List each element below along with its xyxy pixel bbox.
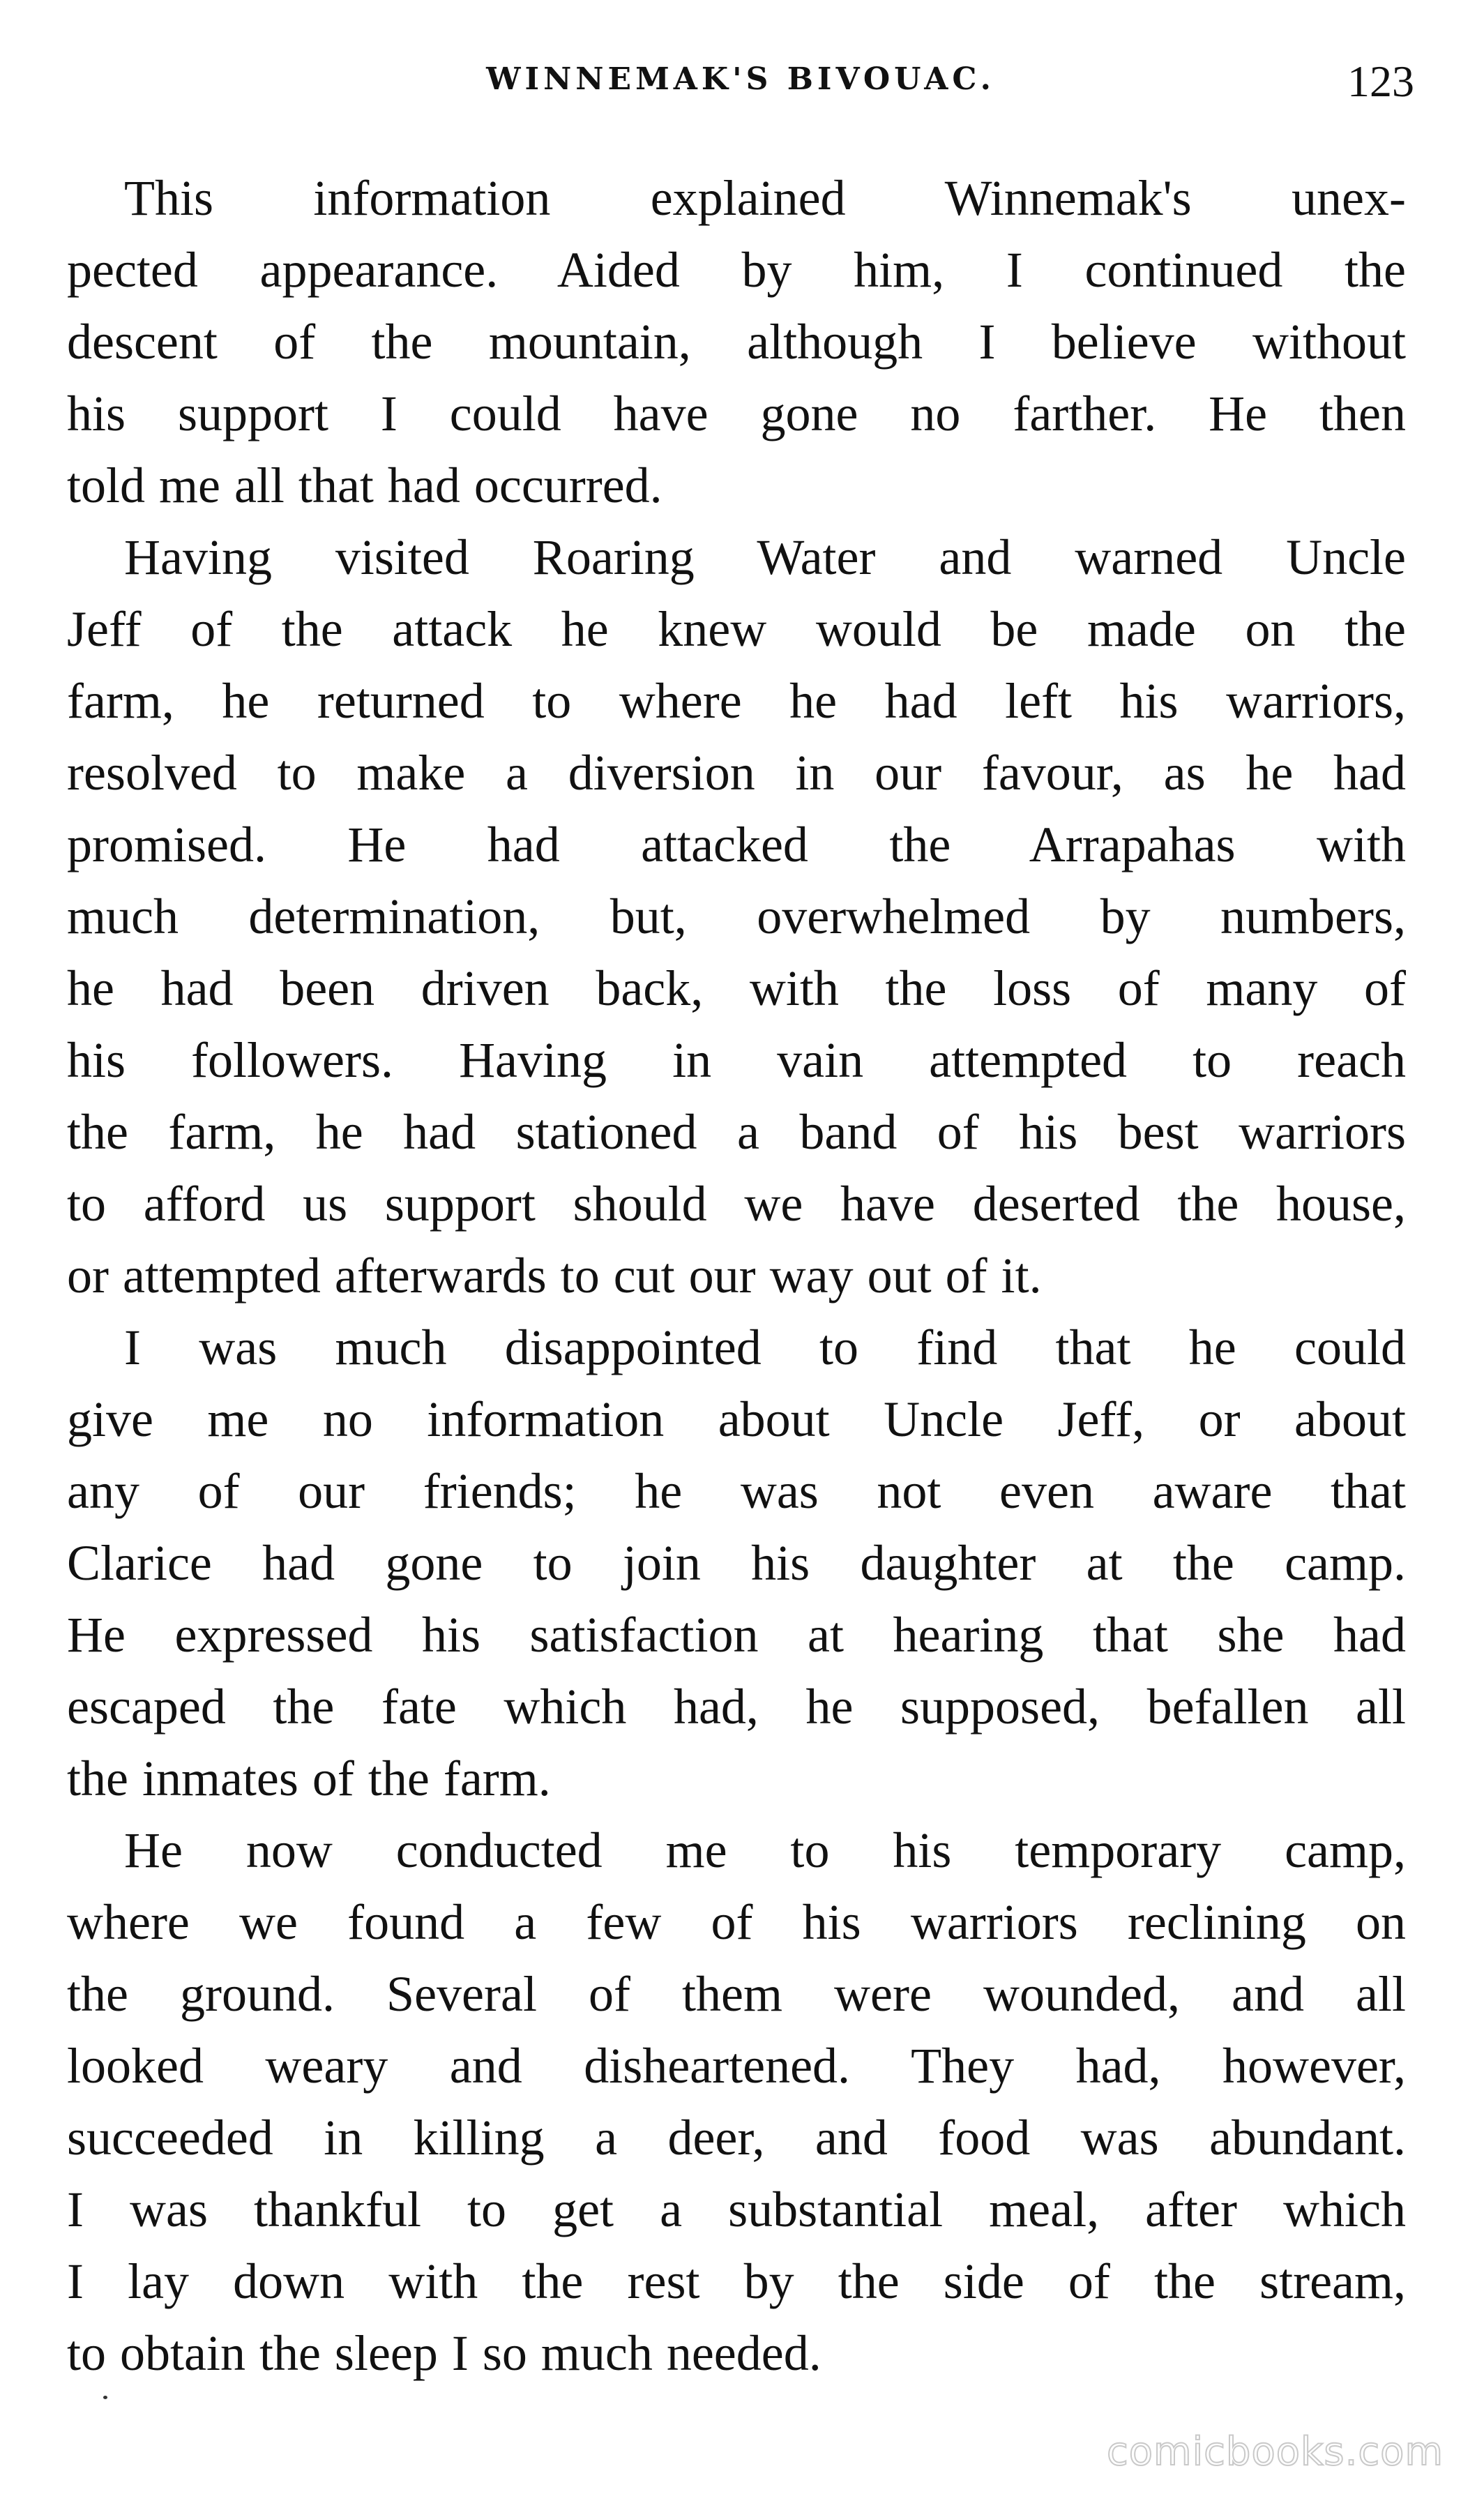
text-line: the farm, he had stationed a band of his best warriors (67, 1104, 1406, 1160)
text-line: resolved to make a diversion in our favour, as he had (67, 745, 1406, 801)
watermark: comicbooks.com (1106, 2429, 1444, 2474)
text-line: the inmates of the farm. (67, 1751, 551, 1806)
text-line: to afford us support should we have deserted the house, (67, 1176, 1406, 1232)
text-line: escaped the fate which had, he supposed, befallen all (67, 1679, 1406, 1735)
text-line: where we found a few of his warriors reclining on (67, 1894, 1406, 1950)
text-line: descent of the mountain, although I believe without (67, 314, 1406, 370)
text-line: the ground. Several of them were wounded, and all (67, 1966, 1406, 2022)
paragraph-4 (67, 1815, 1406, 2389)
page-number: 123 (1347, 56, 1414, 106)
text-line: I was thankful to get a substantial meal, after which (67, 2182, 1406, 2237)
text-line: he had been driven back, with the loss of many of (67, 960, 1406, 1016)
text-line: I lay down with the rest by the side of the stream, (67, 2253, 1406, 2309)
print-speck (103, 2396, 107, 2399)
paragraph-3 (67, 1312, 1406, 1815)
running-title: WINNEMAK'S BIVOUAC. (486, 61, 995, 97)
body-text (67, 163, 1406, 2389)
text-line: I was much disappointed to find that he could (124, 1320, 1406, 1375)
text-line: Clarice had gone to join his daughter at the camp. (67, 1535, 1406, 1591)
text-line: He expressed his satisfaction at hearing that she had (67, 1607, 1406, 1663)
text-line: promised. He had attacked the Arrapahas with (67, 817, 1406, 872)
paragraph-2 (67, 522, 1406, 1312)
text-line: succeeded in killing a deer, and food was abundant. (67, 2110, 1406, 2166)
text-line: told me all that had occurred. (67, 458, 662, 513)
text-line: or attempted afterwards to cut our way out of it. (67, 1248, 1042, 1304)
text-line: his followers. Having in vain attempted to reach (67, 1032, 1406, 1088)
text-line: any of our friends; he was not even aware that (67, 1463, 1406, 1519)
text-line: looked weary and disheartened. They had, however, (67, 2038, 1406, 2094)
text-line: to obtain the sleep I so much needed. (67, 2325, 821, 2381)
text-line: Having visited Roaring Water and warned Uncle (124, 529, 1406, 585)
running-head (67, 56, 1414, 112)
text-line: his support I could have gone no farther. He then (67, 386, 1406, 441)
paragraph-1 (67, 163, 1406, 522)
text-line: He now conducted me to his temporary camp, (124, 1822, 1406, 1878)
text-line: much determination, but, overwhelmed by numbers, (67, 889, 1406, 944)
text-line: Jeff of the attack he knew would be made on the (67, 601, 1406, 657)
text-line: farm, he returned to where he had left his warriors, (67, 673, 1406, 729)
text-line: This information explained Winnemak's unex- (124, 170, 1406, 226)
text-line: pected appearance. Aided by him, I continued the (67, 242, 1406, 298)
text-line: give me no information about Uncle Jeff, or about (67, 1391, 1406, 1447)
